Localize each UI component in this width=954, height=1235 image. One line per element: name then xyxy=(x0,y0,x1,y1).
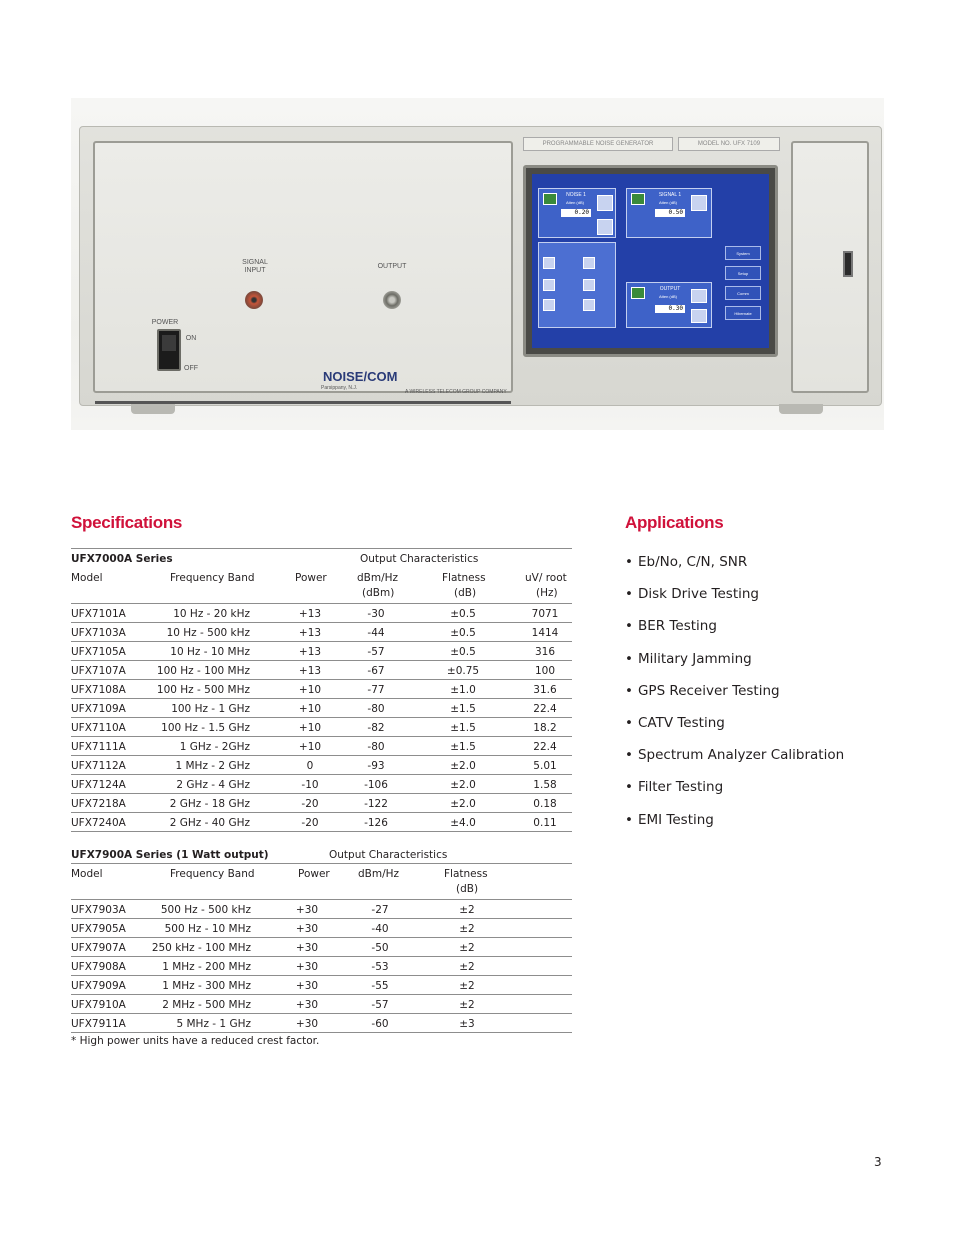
noise-label: NOISE 1 xyxy=(566,192,586,198)
table-row xyxy=(71,976,572,995)
cell-frequency: 5 MHz - 1 GHz xyxy=(176,1018,251,1030)
cell-flatness: ±0.5 xyxy=(450,646,476,658)
cell-dbm: -80 xyxy=(367,703,385,715)
cell-model: UFX7911A xyxy=(71,1018,126,1030)
signal-up-arrow-icon xyxy=(691,195,707,211)
cell-uv: 5.01 xyxy=(533,760,557,772)
cell-dbm: -93 xyxy=(367,760,385,772)
cell-power: +13 xyxy=(298,608,322,620)
band-button-icon xyxy=(543,299,555,311)
list-item: • Eb/No, C/N, SNR xyxy=(625,552,844,584)
cell-flatness: ±4.0 xyxy=(450,817,476,829)
brand-location: Parsippany, N.J. xyxy=(321,385,358,391)
cell-model: UFX7907A xyxy=(71,942,126,954)
list-item: • Spectrum Analyzer Calibration xyxy=(625,745,844,777)
brand-logo: NOISE/COM xyxy=(323,369,398,384)
cell-dbm: -77 xyxy=(367,684,385,696)
cell-flatness: ±1.0 xyxy=(450,684,476,696)
table-row xyxy=(71,680,572,699)
cell-model: UFX7109A xyxy=(71,703,126,715)
cell-frequency: 100 Hz - 1.5 GHz xyxy=(161,722,250,734)
col-dbm-header: dBm/Hz xyxy=(357,572,399,584)
signal-on-button xyxy=(631,193,645,205)
band-button-icon xyxy=(583,257,595,269)
touchscreen-bezel xyxy=(523,165,778,357)
cell-power: +30 xyxy=(295,961,319,973)
cell-model: UFX7909A xyxy=(71,980,126,992)
cell-dbm: -67 xyxy=(367,665,385,677)
table-body xyxy=(71,604,572,832)
cell-frequency: 2 GHz - 18 GHz xyxy=(169,798,250,810)
cell-frequency: 10 Hz - 20 kHz xyxy=(173,608,250,620)
cell-flatness: ±2 xyxy=(459,923,475,935)
table-row xyxy=(71,938,572,957)
output-atten-label: Atten (dB) xyxy=(658,294,677,299)
cell-power: -20 xyxy=(301,798,319,810)
cell-uv: 316 xyxy=(534,646,556,658)
list-item: • Disk Drive Testing xyxy=(625,584,844,616)
cell-model: UFX7111A xyxy=(71,741,126,753)
specifications-heading: Specifications xyxy=(71,513,183,532)
table-row xyxy=(71,623,572,642)
cell-model: UFX7108A xyxy=(71,684,126,696)
cell-uv: 22.4 xyxy=(533,703,557,715)
cell-model: UFX7905A xyxy=(71,923,126,935)
power-label: POWER xyxy=(151,319,179,326)
signal-readout: 0.50 xyxy=(655,209,685,217)
cell-flatness: ±2 xyxy=(459,942,475,954)
cell-dbm: -57 xyxy=(367,646,385,658)
cell-power: -20 xyxy=(301,817,319,829)
band-button-icon xyxy=(583,299,595,311)
output-up-arrow-icon xyxy=(691,289,707,303)
cell-frequency: 500 Hz - 10 MHz xyxy=(164,923,251,935)
cell-flatness: ±1.5 xyxy=(450,741,476,753)
list-item: • EMI Testing xyxy=(625,810,844,842)
cell-dbm: -82 xyxy=(367,722,385,734)
output-readout: 0.30 xyxy=(655,305,685,313)
noise-readout: 0.20 xyxy=(561,209,591,217)
cell-dbm: -44 xyxy=(367,627,385,639)
table-series-row xyxy=(71,845,572,864)
cell-frequency: 100 Hz - 500 MHz xyxy=(156,684,250,696)
noise-band-grid xyxy=(538,242,616,328)
model-number-badge: MODEL NO. UFX 7109 xyxy=(678,137,780,151)
output-on-button xyxy=(631,287,645,299)
cell-power: +10 xyxy=(298,703,322,715)
cell-power: +13 xyxy=(298,665,322,677)
list-item: • Filter Testing xyxy=(625,777,844,809)
power-off-label: OFF xyxy=(184,365,198,372)
cell-power: +13 xyxy=(298,646,322,658)
instrument-foot xyxy=(131,404,175,414)
output-label: OUTPUT xyxy=(377,263,407,270)
cell-power: +30 xyxy=(295,1018,319,1030)
list-item: • CATV Testing xyxy=(625,713,844,745)
cell-flatness: ±0.5 xyxy=(450,627,476,639)
product-photo xyxy=(71,98,884,430)
cell-model: UFX7903A xyxy=(71,904,126,916)
cell-flatness: ±2 xyxy=(459,999,475,1011)
noise-on-button xyxy=(543,193,557,205)
cell-dbm: -30 xyxy=(367,608,385,620)
table-row xyxy=(71,699,572,718)
cell-model: UFX7908A xyxy=(71,961,126,973)
cell-dbm: -122 xyxy=(364,798,388,810)
col-flatness-header: Flatness xyxy=(442,572,486,584)
cell-power: +13 xyxy=(298,627,322,639)
cell-frequency: 250 kHz - 100 MHz xyxy=(151,942,251,954)
instrument-foot xyxy=(779,404,823,414)
noise-down-arrow-icon xyxy=(597,219,613,235)
cell-model: UFX7910A xyxy=(71,999,126,1011)
cell-uv: 0.11 xyxy=(533,817,557,829)
list-item: • Military Jamming xyxy=(625,649,844,681)
col-dbm-unit: (dBm) xyxy=(362,587,395,599)
cell-uv: 0.18 xyxy=(533,798,557,810)
ufx7000a-spec-table xyxy=(71,548,572,832)
col-flatness-unit: (dB) xyxy=(456,883,479,895)
band-button-icon xyxy=(543,279,555,291)
table-row xyxy=(71,813,572,832)
table-row xyxy=(71,737,572,756)
table-row xyxy=(71,604,572,623)
cell-model: UFX7240A xyxy=(71,817,126,829)
screen-comm-button: Comm xyxy=(725,286,761,300)
screen-hibernate-button: Hibernate xyxy=(725,306,761,320)
cell-flatness: ±1.5 xyxy=(450,703,476,715)
cell-dbm: -126 xyxy=(364,817,388,829)
cell-model: UFX7101A xyxy=(71,608,126,620)
cell-power: -10 xyxy=(301,779,319,791)
power-switch xyxy=(157,329,181,371)
cell-flatness: ±2.0 xyxy=(450,779,476,791)
cell-power: 0 xyxy=(306,760,314,772)
screen-setup-button: Setup xyxy=(725,266,761,280)
col-power-header: Power xyxy=(295,572,327,584)
col-flatness-unit: (dB) xyxy=(454,587,477,599)
list-item: • BER Testing xyxy=(625,616,844,648)
ufx7900a-spec-table xyxy=(71,845,572,1033)
cell-dbm: -80 xyxy=(367,741,385,753)
cell-uv: 18.2 xyxy=(533,722,557,734)
table-row xyxy=(71,900,572,919)
cell-dbm: -55 xyxy=(371,980,389,992)
table-row xyxy=(71,919,572,938)
cell-power: +30 xyxy=(295,923,319,935)
table-row xyxy=(71,642,572,661)
col-frequency-header: Frequency Band xyxy=(170,868,255,880)
output-down-arrow-icon xyxy=(691,309,707,323)
table-body xyxy=(71,900,572,1033)
table-column-header xyxy=(71,568,572,604)
output-connector-icon xyxy=(383,291,401,309)
output-control-box xyxy=(626,282,712,328)
cell-power: +30 xyxy=(295,980,319,992)
cell-power: +10 xyxy=(298,684,322,696)
applications-list xyxy=(625,552,844,842)
table-row xyxy=(71,1014,572,1033)
cell-flatness: ±2.0 xyxy=(450,798,476,810)
cell-flatness: ±0.75 xyxy=(446,665,480,677)
noise-control-box xyxy=(538,188,616,238)
table-series-row xyxy=(71,549,572,568)
applications-heading: Applications xyxy=(625,513,724,532)
cell-frequency: 1 MHz - 300 MHz xyxy=(162,980,251,992)
front-panel-right xyxy=(791,141,869,393)
col-frequency-header: Frequency Band xyxy=(170,572,255,584)
table-row xyxy=(71,718,572,737)
group-header: Output Characteristics xyxy=(329,849,448,861)
cell-model: UFX7218A xyxy=(71,798,126,810)
instrument-chassis xyxy=(79,126,882,406)
cell-uv: 31.6 xyxy=(533,684,557,696)
cell-flatness: ±2 xyxy=(459,904,475,916)
cell-frequency: 100 Hz - 1 GHz xyxy=(171,703,250,715)
product-title-badge: PROGRAMMABLE NOISE GENERATOR xyxy=(523,137,673,151)
cell-uv: 1414 xyxy=(531,627,559,639)
col-model-header: Model xyxy=(71,868,103,880)
signal-input-label: SIGNAL INPUT xyxy=(242,259,268,274)
table-column-header xyxy=(71,864,572,900)
page-number: 3 xyxy=(874,1155,882,1169)
col-power-header: Power xyxy=(298,868,330,880)
signal-label: SIGNAL 1 xyxy=(658,192,682,198)
band-button-icon xyxy=(583,279,595,291)
cell-model: UFX7105A xyxy=(71,646,126,658)
cell-uv: 1.58 xyxy=(533,779,557,791)
noise-up-arrow-icon xyxy=(597,195,613,211)
signal-control-box xyxy=(626,188,712,238)
cell-frequency: 1 MHz - 200 MHz xyxy=(162,961,251,973)
cell-uv: 100 xyxy=(534,665,556,677)
cell-frequency: 10 Hz - 500 kHz xyxy=(166,627,250,639)
cell-dbm: -60 xyxy=(371,1018,389,1030)
table-row xyxy=(71,661,572,680)
power-on-label: ON xyxy=(185,335,197,342)
table-row xyxy=(71,995,572,1014)
cell-frequency: 1 GHz - 2GHz xyxy=(179,741,250,753)
cell-power: +30 xyxy=(295,904,319,916)
cell-power: +10 xyxy=(298,722,322,734)
series-title: UFX7000A Series xyxy=(71,553,173,565)
cell-dbm: -57 xyxy=(371,999,389,1011)
cell-flatness: ±0.5 xyxy=(450,608,476,620)
cell-flatness: ±3 xyxy=(459,1018,475,1030)
col-uv-unit: (Hz) xyxy=(536,587,558,599)
table-row xyxy=(71,756,572,775)
cell-dbm: -53 xyxy=(371,961,389,973)
screen-output-label: OUTPUT xyxy=(659,286,681,292)
front-panel-left xyxy=(93,141,513,393)
col-flatness-header: Flatness xyxy=(444,868,488,880)
cell-power: +30 xyxy=(295,942,319,954)
cell-dbm: -27 xyxy=(371,904,389,916)
cell-model: UFX7112A xyxy=(71,760,126,772)
signal-atten-label: Atten (dB) xyxy=(658,200,677,205)
group-header: Output Characteristics xyxy=(360,553,479,565)
series-title: UFX7900A Series (1 Watt output) xyxy=(71,849,269,861)
cell-frequency: 2 GHz - 4 GHz xyxy=(176,779,250,791)
brand-company: A WIRELESS TELECOM GROUP COMPANY xyxy=(405,389,507,395)
cell-power: +10 xyxy=(298,741,322,753)
list-item: • GPS Receiver Testing xyxy=(625,681,844,713)
cell-model: UFX7107A xyxy=(71,665,126,677)
usb-port-icon xyxy=(843,251,853,277)
cell-frequency: 100 Hz - 100 MHz xyxy=(156,665,250,677)
cell-dbm: -106 xyxy=(364,779,388,791)
cell-model: UFX7124A xyxy=(71,779,126,791)
cell-frequency: 500 Hz - 500 kHz xyxy=(160,904,251,916)
cell-flatness: ±2 xyxy=(459,980,475,992)
cell-dbm: -40 xyxy=(371,923,389,935)
cell-model: UFX7110A xyxy=(71,722,126,734)
cell-uv: 7071 xyxy=(531,608,559,620)
cell-dbm: -50 xyxy=(371,942,389,954)
col-dbm-header: dBm/Hz xyxy=(358,868,400,880)
table-row xyxy=(71,794,572,813)
cell-frequency: 2 MHz - 500 MHz xyxy=(162,999,251,1011)
table-row xyxy=(71,775,572,794)
cell-frequency: 1 MHz - 2 GHz xyxy=(175,760,250,772)
signal-input-connector-icon xyxy=(245,291,263,309)
cell-frequency: 10 Hz - 10 MHz xyxy=(170,646,250,658)
cell-flatness: ±1.5 xyxy=(450,722,476,734)
footnote: * High power units have a reduced crest factor. xyxy=(71,1035,320,1047)
cell-frequency: 2 GHz - 40 GHz xyxy=(169,817,250,829)
band-button-icon xyxy=(543,257,555,269)
cell-model: UFX7103A xyxy=(71,627,126,639)
cell-flatness: ±2.0 xyxy=(450,760,476,772)
touchscreen-display xyxy=(532,174,769,348)
cell-uv: 22.4 xyxy=(533,741,557,753)
col-uv-header: uV/ root xyxy=(525,572,567,584)
noise-atten-label: Atten (dB) xyxy=(565,200,584,205)
cell-power: +30 xyxy=(295,999,319,1011)
col-model-header: Model xyxy=(71,572,103,584)
screen-system-button: System xyxy=(725,246,761,260)
table-row xyxy=(71,957,572,976)
cell-flatness: ±2 xyxy=(459,961,475,973)
